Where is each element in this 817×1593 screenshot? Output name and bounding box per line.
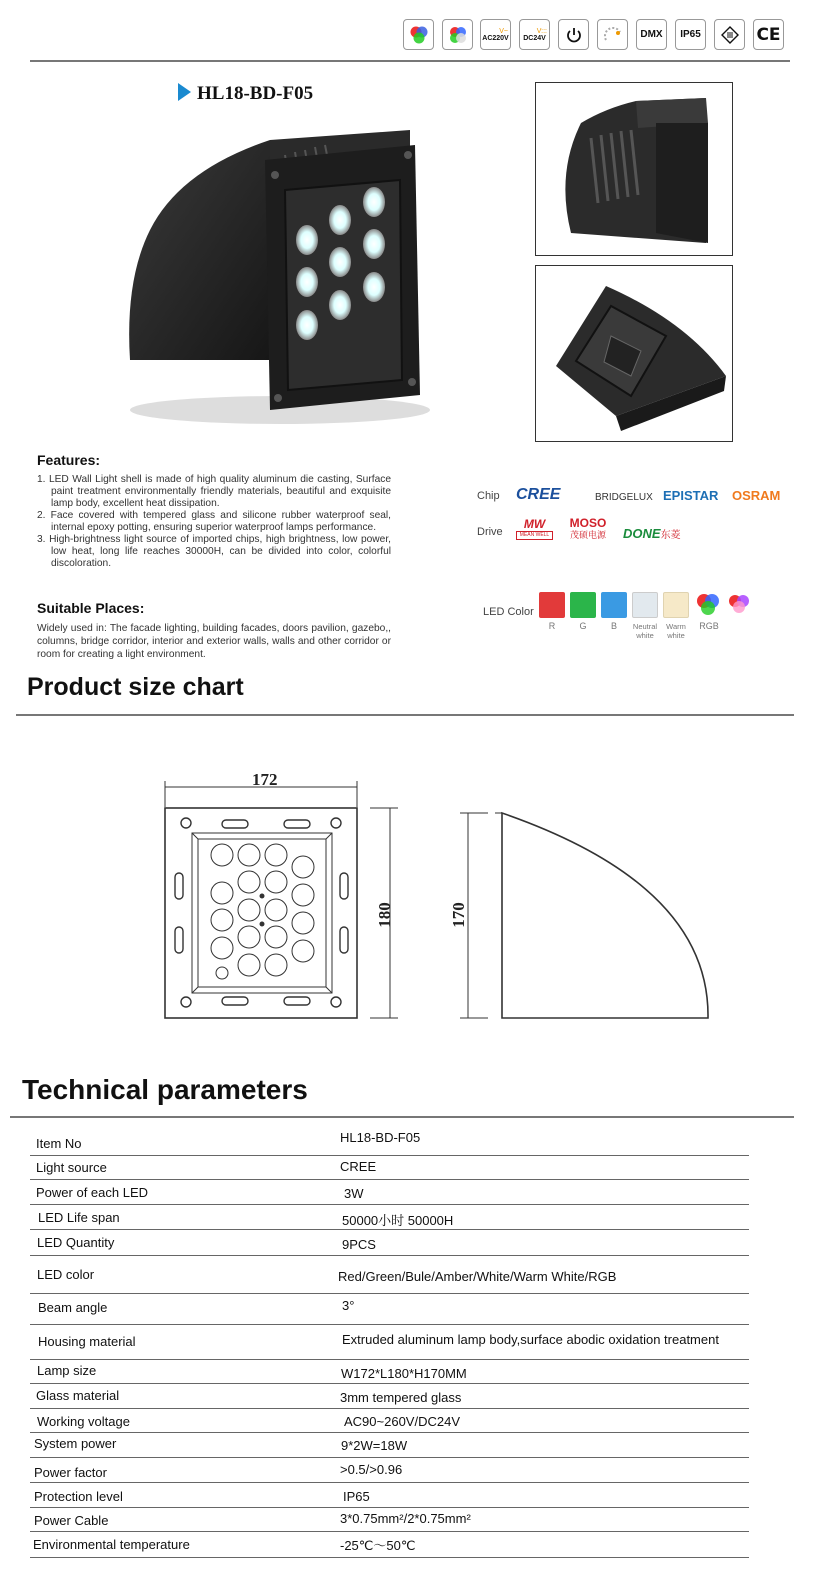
swatch-warm-white — [663, 592, 689, 618]
product-thumb-back[interactable] — [535, 265, 733, 442]
ce-badge: CE — [753, 19, 784, 50]
table-row: LED color Red/Green/Bule/Amber/White/Warm White/RGB — [30, 1256, 749, 1294]
table-row: LED Quantity 9PCS — [30, 1230, 749, 1256]
rgbw-chip-icon — [442, 19, 473, 50]
size-chart-divider — [16, 714, 794, 716]
size-chart-drawing — [150, 765, 730, 1035]
ac220v-badge: V~ AC220V — [480, 19, 511, 50]
dim-height: 180 — [374, 902, 394, 928]
swatch-red — [539, 592, 565, 618]
bridgelux-logo: BRIDGELUX — [595, 492, 653, 503]
tech-divider — [10, 1116, 794, 1118]
drive-label: Drive — [477, 526, 503, 538]
dim-width: 172 — [252, 770, 278, 789]
cree-logo: CREE — [516, 486, 561, 503]
table-row: Power Cable 3*0.75mm²/2*0.75mm² — [30, 1508, 749, 1532]
product-main-image — [110, 110, 440, 430]
dim-depth: 170 — [448, 902, 468, 928]
swatch-label: R — [548, 621, 556, 631]
ip65-badge: IP65 — [675, 19, 706, 50]
list-item: 2. Face covered with tempered glass and silicone rubber waterproof seal, internal epoxy potting, ensuring superior waterproof lamps performance. — [37, 510, 391, 533]
swatch-label: B — [610, 621, 617, 631]
table-row: Working voltage AC90~260V/DC24V — [30, 1409, 749, 1433]
swatch-label: RGB — [699, 621, 719, 631]
product-thumb-side[interactable] — [535, 82, 733, 256]
class3-icon — [714, 19, 745, 50]
swatch-blue — [601, 592, 627, 618]
list-item: 1. LED Wall Light shell is made of high quality aluminum die casting, Surface paint treatment environmentally friendly materials, beautiful and exquisite lamp body, excellent heat dissipation. — [37, 474, 391, 509]
places-text: Widely used in: The facade lighting, building facades, doors pavilion, gazebo,, columns, bridge corridor, interior and exterior walls, walls and other corridor or room for creating a light environment. — [37, 623, 391, 660]
tech-title: Technical parameters — [22, 1074, 308, 1105]
table-row: System power 9*2W=18W — [30, 1433, 749, 1458]
size-chart-title: Product size chart — [27, 673, 244, 701]
dimming-icon — [597, 19, 628, 50]
features-title: Features: — [37, 452, 101, 468]
table-row: Light source CREE — [30, 1156, 749, 1180]
dmx-badge: DMX — [636, 19, 667, 50]
meanwell-logo: MW MEAN WELL — [516, 518, 553, 540]
swatch-label: G — [579, 621, 587, 631]
table-row: Power of each LED 3W — [30, 1180, 749, 1205]
moso-logo: MOSO 茂硕电源 — [569, 516, 607, 540]
table-row: LED Life span 50000小时 50000H — [30, 1205, 749, 1230]
table-row: Item No HL18-BD-F05 — [30, 1127, 749, 1156]
chip-label: Chip — [477, 490, 500, 502]
table-row: Protection level IP65 — [30, 1483, 749, 1508]
table-row: Environmental temperature -25℃～50℃ — [30, 1532, 749, 1558]
swatch-neutral-white — [632, 592, 658, 618]
table-row: Beam angle 3° — [30, 1294, 749, 1325]
led-color-label: LED Color — [483, 606, 534, 618]
swatch-label: Neutral white — [632, 622, 658, 640]
swatch-label: Warm white — [666, 622, 686, 640]
features-list — [37, 474, 391, 570]
dc24v-badge: V::: DC24V — [519, 19, 550, 50]
osram-logo: OSRAM — [732, 488, 781, 503]
swatch-rgb — [695, 592, 721, 618]
swatch-green — [570, 592, 596, 618]
table-row: Lamp size W172*L180*H170MM — [30, 1360, 749, 1384]
header-divider — [30, 60, 790, 62]
model-title: HL18-BD-F05 — [178, 83, 313, 105]
epistar-logo: EPISTAR — [663, 488, 719, 503]
table-row: Glass material 3mm tempered glass — [30, 1384, 749, 1409]
power-icon — [558, 19, 589, 50]
swatch-rgbw — [726, 592, 752, 618]
table-row: Housing material Extruded aluminum lamp body,surface abodic oxidation treatment — [30, 1325, 749, 1360]
places-title: Suitable Places: — [37, 600, 145, 616]
rgb-chip-icon — [403, 19, 434, 50]
done-logo: DONE东菱 — [623, 526, 681, 541]
list-item: 3. High-brightness light source of imported chips, high brightness, low power, low heat, long life reaches 30000H, can be divided into color, colorful discoloration. — [37, 534, 391, 569]
table-row: Power factor >0.5/>0.96 — [30, 1458, 749, 1483]
